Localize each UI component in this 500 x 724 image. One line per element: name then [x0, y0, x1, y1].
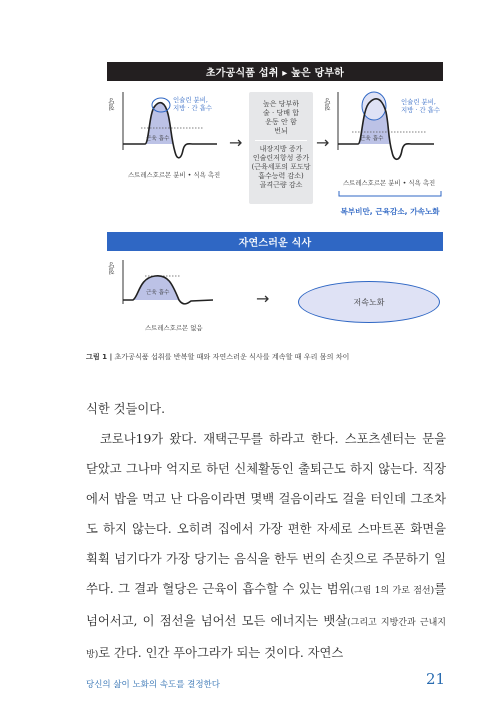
- right-bottom-label: 스트레스호르몬 분비 • 식욕 촉진: [343, 179, 436, 187]
- figure-caption: [86, 352, 349, 362]
- paragraph-2: 코로나19가 왔다. 재택근무를 하라고 한다. 스포츠센터는 문을 닫았고 그나마 억지로 하던 신체활동인 출퇴근도 하지 않는다. 직장에서 밥을 먹고 난 다음이라면 몇백 걸음이라도 걸을 터인데 그조차도 하지 않는다. 오히려 집에서 가장 편한 자세로 스마트폰 화면을 휙휙 넘기다가 가장 당기는 음식을 한두 번의 손짓으로 주문하기 일쑤다. 그 결과 혈당은 근육이 흡수할 수 있는 범위(그림 1의 가로 점선)를 넘어서고, 이 점선을 넘어선 모든 에너지는 뱃살(그리고 지방간과 근내지방)로 간다. 인간 푸아그라가 되는 것이다. 자연스: [86, 432, 446, 660]
- slow-aging-label: 저속노화: [353, 297, 385, 307]
- running-footer-title: 당신의 삶이 노화의 속도를 결정한다: [86, 680, 220, 690]
- figure-banner-ultraprocessed: [107, 62, 443, 81]
- causes-box: [249, 92, 313, 204]
- body-text: [86, 394, 446, 670]
- result-bracket: [338, 190, 442, 198]
- arrow-right-icon: →: [256, 289, 270, 308]
- natural-bottom-label: 스트레스호르몬 없음: [145, 324, 203, 332]
- causes-top: 높은 당부하 술 · 당배 합 운동 안 함 번뇌: [262, 100, 300, 135]
- page-number: 21: [426, 670, 446, 688]
- right-insulin-note: 인슐린 분비, 지방 · 간 흡수: [401, 98, 440, 115]
- left-bottom-label: 스트레스호르몬 분비 • 식욕 촉진: [128, 171, 221, 179]
- left-muscle-label: 근육 흡수: [146, 136, 170, 142]
- natural-muscle-label: 근육 흡수: [146, 290, 170, 296]
- causes-divider: [255, 140, 307, 141]
- banner-title-natural: 자연스러운 식사: [238, 238, 312, 249]
- left-insulin-note: 인슐린 분비, 지방 · 간 흡수: [173, 96, 212, 113]
- left-y-axis-label: 혈당: [108, 98, 116, 111]
- causes-bottom: 내장지방 증가 인슐린저항성 증가 (근육세포의 포도당 흡수능력 감소) 골격근량 감소: [251, 145, 311, 189]
- caption-text: 초가공식품 섭취를 반복할 때와 자연스러운 식사를 계속할 때 우리 몸의 차이: [114, 352, 350, 361]
- arrow-right-icon: →: [316, 133, 330, 152]
- slow-aging-ellipse: [298, 281, 440, 323]
- right-y-axis-label: 혈당: [324, 98, 332, 111]
- caption-label: 그림 1 |: [86, 352, 113, 361]
- arrow-right-icon: →: [229, 133, 243, 152]
- banner-title: 초가공식품 섭취 ▸ 높은 당부하: [205, 68, 345, 79]
- paragraph-1: 식한 것들이다.: [86, 402, 166, 416]
- figure-banner-natural: [107, 232, 443, 251]
- natural-y-axis-label: 혈당: [108, 262, 116, 275]
- right-muscle-label: 근육 흡수: [360, 136, 384, 142]
- right-result-label: 복부비만, 근육감소, 가속노화: [340, 207, 440, 216]
